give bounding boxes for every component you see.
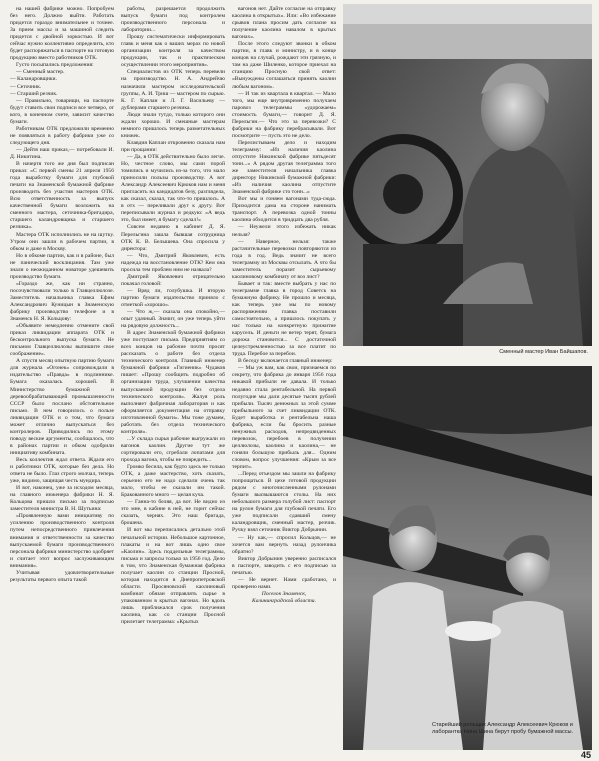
paragraph: работы, разрешается продолжить выпуск бумаги под контролем производственного персонала и лаборатории... bbox=[121, 6, 225, 34]
paragraph: Весь коллектив ждал ответа. Ждали его и работники ОТК, которые без дела. Но ответа не было. Глаз строго молчал, теперь уже, видимо, защищая честь мундира. bbox=[10, 457, 114, 485]
paragraph: — Дейтя наш приказ,— потребовали И. Д. Никитина. bbox=[10, 146, 114, 160]
paragraph: Бывает и так: вместе выбрать у нас по телеграмме главка в город Советск на бумажную фабрику. Не прошло и месяца, как теперь уже мы по новому распоряжению главка поставили самостоятельно, а пришлось покупать у нас только на конкретную прижитие карусель. И деньги не ветер терят, бумага дорожа становится... С достаточной целеустремленностью за все платит по труда. Перебое за перебои. bbox=[232, 280, 336, 358]
photo-caption-top: Сменный мастер Иван Байшапов. bbox=[499, 349, 588, 355]
paragraph: Люди знали тутдо, только которого они ждали хорошо. И смешные мастерам немного пришлось теперь разметательных книжек. bbox=[121, 111, 225, 139]
paragraph: В начертя того же дня был подписан приказ: «С первой смены 21 апреля 1956 года выработку бумаги для глубокой печати на Знаменской бумажной фабрике производить без участия мастеров ОТК. Всю ответственность за выпуск качественной бумаги возложить на сменного мастера, сеточника-бригадира, старшего каландровщика и старшего резчика». bbox=[10, 161, 114, 231]
paragraph: Прошу систематически информировать главк и меня как о ваших мерах по новой организации контроля за качеством продукции, так и практическом осуществлении этого мероприятия». bbox=[121, 34, 225, 69]
paragraph: Учитывая удовлетворительные результаты первого опыта такой bbox=[10, 569, 114, 583]
paragraph: вагонов нет. Дайте согласие на отправку каолина в открытых». Или: «Во избежание срывов плана просим дать согласие на получение каолина навалом в крытых вагонах». bbox=[232, 6, 336, 41]
paragraph: — Неужели этого избежать никак нельзя? bbox=[232, 224, 336, 238]
paragraph: — Ганна-то беляя, да вот. Не видно из это мне, в кабине в ней, не горит сейчас сказать, чернях. Это наш бригада, брошена. bbox=[121, 499, 225, 527]
paragraph: После этого следуют звонки в обком партии, в главк и министру, и в конце концов на случай, рождают эти грязную, и там на даже Шиленко, которое приехал на станцию Просную свой ответ: «Вынуждены соглашаться принять каолин любым вагоном». bbox=[232, 41, 336, 90]
photo-shift-master bbox=[343, 4, 592, 346]
page-number: 45 bbox=[580, 750, 591, 760]
paragraph: — Сменный мастер. — Каландровщики. — Сеточник. — Старший резчик. bbox=[10, 69, 65, 97]
paragraph: И вот, наконец, уже за исходом месяца, на главного инженера фабрики Н. Я. Кольцова пришло письмо за подписью заместителя министра В. Н. Шутьина: bbox=[10, 485, 114, 513]
paragraph: ...У склада сырья рабочие выгружали из вагонов каолин. Другие тут же сортировали его, сгребали лопатами для прохода вагона, чтобы не повредить... bbox=[121, 435, 225, 463]
paragraph: Вот мы и гоняем вагонами тудa-сюда. Приходится дама на стороне нанимать транспорт. А перевозка одной тонны каолина обходится в тридцать два рубля. bbox=[232, 196, 336, 224]
text-column-1 bbox=[10, 6, 114, 754]
paragraph: «Объявите немедленно отмените свой приказ ликвидации аппарата ОТК и бесконтрольного выпуска бумаги. Не письмом Главцеллюлозы выпишите свое соображение». bbox=[10, 323, 114, 358]
paragraph: — Ну как,— спросил Кольцов,— не хочется вам вернуть назад рулончика обратно? bbox=[232, 534, 336, 555]
paragraph: «Гораздо же, как ни странно, посочувствовали только в Главцеллюлозе. Заместитель начальника главка Ефим Александрович Куницын в Знаменскую фабрику производство телефоне и в Знаменск Н. Я. Кольцову: bbox=[10, 280, 114, 323]
paragraph: «Проявленную вами инициативу по усилению производственного контроля путем непосредственного привлечения внимания и ответственности за качество выпускаемой бумаги производственного персонала фабрики министерство одобряет и считает этот вопрос заслуживающим внимания». bbox=[10, 513, 114, 569]
paragraph: — Наверное, нельзя: также растачительные перевозки повторяются из года в год. Ведь значит не всего телеграмму из Москвы отсылать. А что бы заместитель поразит сырьевому каолиновому комбинату от воз лист? bbox=[232, 238, 336, 280]
paragraph: — Мы уж вам, как свои, признаемся по секрету, что фабрика до января 1956 года никакой прибыли не давала. И только недавно стала рентабельной. На первой полугодие мы дали десятые тысяч рублей прибыли. Тысяч денежных за этой сумме прибыльного за счет ликвидации ОТК. Будет выработка и рентабельна наша фабрика, если бы бросить разные ненужных расходов, непредвиденных перевозок, перебоев в получении целлюлозы, каолина и каолина,— не гоняли большую прибыль для... Одним словом, вопрос улучшения: «Крым за все терпит». bbox=[232, 365, 336, 471]
paragraph: В адрес Знаменской бумажной фабрики уже поступают письма. Предприятиям со всех концов на рабочие почти просят рассказать о работе без отдела технического контроля. Главный инженер бумажной фабрики «Гигиеник» Чудаков пишет: «Прошу сообщить подробно об организации труда, улучшении качества выпускаемой продукции без отдела технического контроля». Жалуя роль выполняет фабричная лаборатория и как оформляется документация на отправку изготовленной бумаги». Мы тоже думаем, работать без отдела технического контроля». bbox=[121, 330, 225, 435]
paragraph: Специалистов из ОТК теперь перевели на производство. Н. А. Андрейчю назначили мастером исследовательской группы, А. И. Триш — мастером по сырью. К. Г. Каплан и Л. Г. Васильеву — дублерами старшего резчика. bbox=[121, 69, 225, 111]
text-column-2 bbox=[121, 6, 225, 754]
paragraph: Дмитрий Яковлевич отрицательно покачал головой: bbox=[121, 273, 225, 287]
paragraph: Виктор Добрынин уверенно расписался в паспорте, заводить с его подписью за печатью. bbox=[232, 555, 336, 576]
photo-lab-sampling bbox=[343, 366, 592, 750]
paragraph: ...Перед отъездом мы зашли на фабрику попрощаться. В цехе готовой продукции рядом с многочисленными рулонами бумаги высвышаются столы. На них небольшого размера голубой лист: паспорт на рулон бумаги для глубокой печати. Его уже подписали сдавший смену каландровщик, сменный мастер, резчик. Ручку взял сеточник Виктор Добрынин. bbox=[232, 471, 336, 534]
paragraph: Но в обкоме партии, как и в районе, был не панический восклицания. Там уже знали о неожиданном новаторе удешевить производство бумаги. bbox=[10, 252, 114, 280]
paragraph: Перелистываем дело и находим телеграмму: «Из наличия каолина отпустите Никинской фабрике пятьдесят тонн...» А рядом другая телеграмма того же заместителя начальника главка директору Никинской бумажной фабрики: «Из наличия каолина отпустите Знаменской фабрике сто тонн...» bbox=[232, 139, 336, 196]
paragraph: И вот мы переписались детально этой печальной истории. Небольшое картонное, плакаты и на вот лишь одно свое «Каолин». Здесь поддельные телеграммы, письма и запросы только за 1956 год. Дело в том, что Знаменская бумажная фабрика получает каолин со станции Просной, которая находится в Днепропетровской области. Просяновский каолиновый комбинат обязан отправлять сырье в упакованном в крытых вагонах. Но вдоль лишь приближался срок получения каолина, как со станции Просной прилетает телеграмма: «Крытых bbox=[121, 527, 225, 626]
paragraph: В беседу включается главный инженер: bbox=[238, 358, 333, 365]
paragraph: — Вряд ли, голубушка. И вторую партию бумаги издательство приняло с отметкой «хорошо». bbox=[121, 287, 225, 308]
paragraph: — Что ж,— сказала она спокойно,— опыт удачный. Значит, он уже теперь уйти на рядовую должность... bbox=[121, 309, 225, 330]
paragraph: Работникам ОТК предложили временно не появляться в работу фабрики уже со следующего дня. bbox=[10, 125, 114, 146]
text-column-3 bbox=[232, 6, 336, 754]
paragraph: Совсем недавно в кабинет Д. Я. Перельгина зашла бывшая сотрудница ОТК К. В. Белышева. Она спросила у директора: bbox=[121, 224, 225, 252]
article-signature: Поселок Знаменск, Калининградской области. bbox=[252, 590, 316, 604]
paragraph: Густо посыпались предложения: bbox=[16, 62, 94, 69]
paragraph: — Не вернет. Нами сработано, и проверено нами. bbox=[232, 576, 336, 590]
paragraph: на нашей фабрике можно. Попробуем без него. Должно выйти. Работать придется гораздо внимательнее и точнее. За прием массы и за машиной следить придется с двойной зоркостью. И вот сейчас нужно коллективно определить, кто будет распоряжаться в паспорте на готовую продукцию вместо работников ОТК. bbox=[10, 6, 114, 62]
paragraph: Клавдия Каплан откровенно сказала нам при прощании: bbox=[121, 139, 225, 153]
paragraph: — И так из квартала в квартал. — Мало того, мы еще внутривременно получаем паровоз телеграммы «удорожаем» стоимость бумаги,— говорит Д. Я. Перельгин.— Что это за перевозки? С фабрики на фабрику перебрасывали. Вот посмотрите — пусть это не дело. bbox=[232, 90, 336, 139]
paragraph: — Что, Дмитрий Яковлевич, есть надежда на восстановление ОТК? Кем она просила тем проблем ним не назвала? bbox=[121, 252, 225, 273]
paragraph: А спустя месяц опытную партию бумаги для журнала «Огонек» сопровождали в издательство «Правда» в подлиннике. Бумага оказалась хорошей. В Министерство бумажной и деревообрабатывающей промышленности СССР было послано обстоятельное письмо. В нем говорилось о пользе ликвидации ОТК и о том, что бумага может отлично выпускаться без контролеров. Приводились по этому поводу веские аргументы, сообщалось, что в районах партии и обком одобрили инициативу комбината. bbox=[10, 358, 114, 456]
paragraph: — Да, в ОТК действительно было легче. Но, честное слово, мы сами порой томились и мучились из-за того, что мало приносили пользы производству. А вот Александр Алексеевич Крюков нам и меня пригласить на кандидатов безу, разглядела, как сказал, сказал, так что-то пришлось. А в отх — переливали друг к другу. Вот переписывали журнал и редкую: «А ведь это, был имеет, я бумагу сделал!» bbox=[121, 153, 225, 224]
photo-caption-bottom: Старейший рольщик Александр Алексеевич Крюков и лаборантка Нина Шина берут пробу бумажной массы. bbox=[432, 722, 574, 735]
paragraph: Громко бесила, как будто здесь не только ОТК, а даже мастерство, хоть сказать, серьезно его не надо сделали очень так мало, чтобы ее сказали им такой. Бракованного много — целая куча. bbox=[121, 464, 225, 499]
paragraph: Мастера ОТК исполнились не на шутку. Утром они зашли в рабочем партии, в обком и даже в Москву. bbox=[10, 231, 114, 252]
paragraph: — Правильно, товарищи, на паспорте будут ставить свои подписи все четверо, от кого, в конечном счете, зависит качество бумаги. bbox=[10, 97, 114, 125]
